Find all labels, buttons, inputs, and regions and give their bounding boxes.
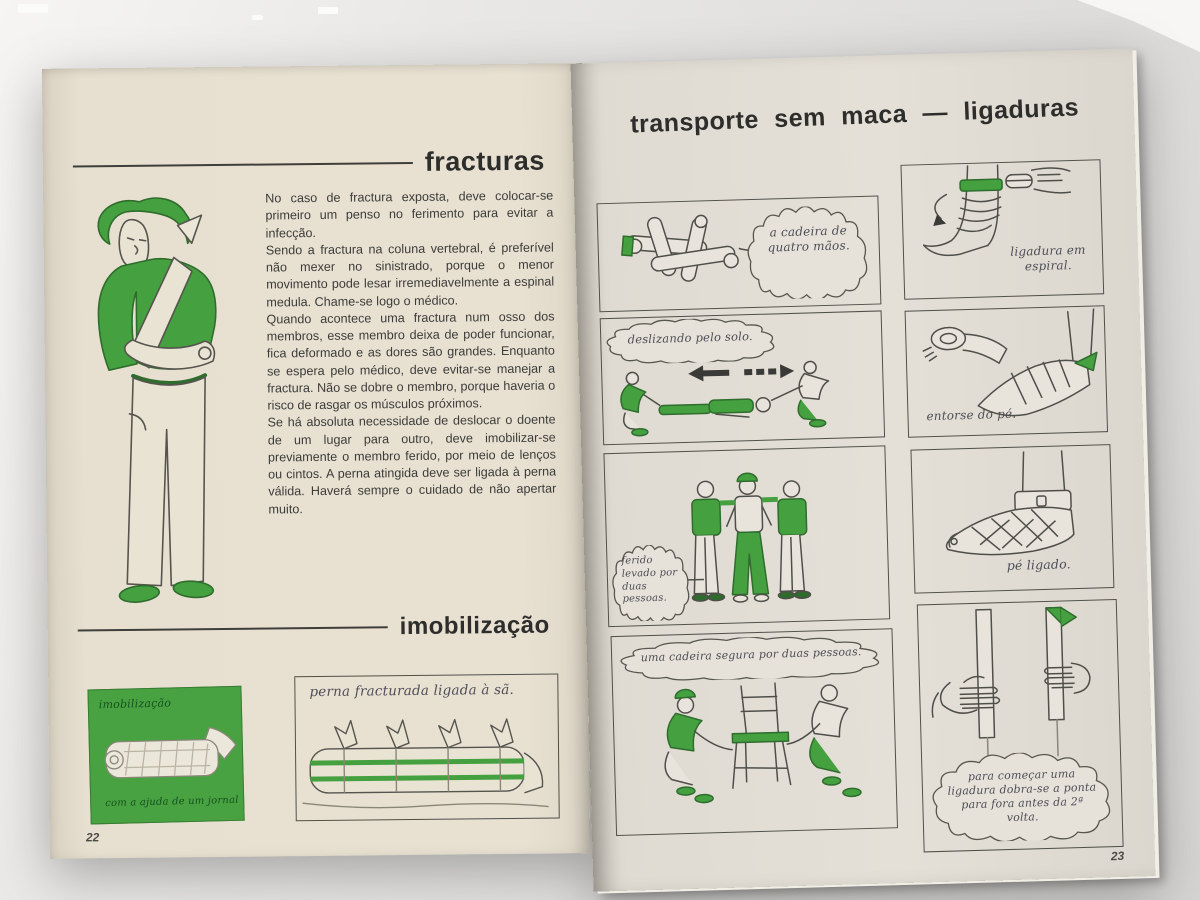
section-heading-fracturas	[73, 146, 545, 182]
section-title: imobilização	[399, 611, 550, 641]
green-panel-caption-bottom: com a ajuda de um jornal	[105, 794, 239, 810]
arrow-right-dashed-icon	[744, 364, 794, 379]
section-heading-imobilizacao	[78, 612, 550, 645]
panel-newspaper-splint	[87, 686, 244, 825]
green-panel-caption-top: imobilização	[98, 696, 172, 712]
panel-sliding-on-floor	[600, 310, 885, 445]
right-page	[571, 48, 1156, 891]
photo-paper-speck	[18, 4, 48, 13]
panel-caption: uma cadeira segura por duas pessoas.	[640, 645, 862, 665]
panel-caption: deslizando pelo solo.	[627, 329, 754, 347]
panel-bandaged-foot	[910, 444, 1114, 594]
spiral-bandage-illustration	[902, 160, 1104, 298]
body-text-column	[265, 188, 556, 519]
panel-start-bandage	[917, 599, 1124, 852]
panel-caption: para começar uma ligadura dobra-se a ponta para fora antes da 2ª volta.	[947, 767, 1097, 825]
left-page	[42, 63, 590, 859]
panel-four-hand-seat	[596, 195, 881, 312]
tied-legs-illustration	[296, 703, 555, 818]
page-title: transporte sem maca — ligaduras	[629, 93, 1080, 139]
panel-caption: a cadeira de quatro mãos.	[767, 223, 851, 255]
panel-leg-tied-to-sound-leg	[294, 673, 560, 821]
paragraph: Quando acontece uma fractura num osso dos membros, esse membro deixa de poder funcionar, fica deformado e as dores são grandes. Enquanto se espera pelo médico, deve evitar-se manejar a fractura. Não se dobre o membro, porque haveria o risco de rasgar os músculos próximos.	[266, 309, 556, 413]
panel-spiral-bandage	[900, 159, 1104, 300]
panel-chair-carry	[611, 628, 898, 836]
open-booklet	[38, 48, 1154, 872]
page-number-right: 23	[1110, 848, 1125, 864]
page-title: fracturas	[424, 145, 546, 177]
panel-carried-by-two	[603, 445, 890, 627]
chair-carry-illustration	[612, 629, 897, 835]
panel-caption: ligadura em espiral.	[1010, 242, 1086, 274]
arrow-left-icon	[688, 365, 729, 382]
panel-caption: entorse do pé.	[926, 406, 1017, 424]
photo-paper-speck	[318, 7, 338, 14]
heading-rule	[73, 161, 413, 167]
panel-ankle-sprain	[905, 305, 1108, 438]
paragraph: Sendo a fractura na coluna vertebral, é preferível não mexer no sinistrado, porque o menor movimento pode lesar irremediavelmente a espinal medula. Chame-se logo o médico.	[265, 240, 555, 310]
photo-background-corner	[1050, 0, 1200, 52]
panel-caption: pé ligado.	[1006, 556, 1072, 574]
white-panel-caption: perna fracturada ligada à sã.	[309, 681, 514, 701]
paragraph: Se há absoluta necessidade de deslocar o doente de um lugar para outro, deve imobilizar-se previamente o membro ferido, por meio de lenços ou cintos. A perna atingida deve ser ligada à perna válida. Haverá sempre o cuidado de não apertar muito.	[267, 412, 557, 516]
heading-rule	[78, 626, 388, 631]
photo-paper-speck	[252, 15, 263, 20]
sliding-on-floor-illustration	[601, 311, 884, 444]
paragraph: No caso de fractura exposta, deve colocar-se primeiro um penso no ferimento para evitar a infecção.	[265, 188, 554, 241]
page-number-left: 22	[85, 830, 100, 845]
panel-caption: ferido levado por duas pessoas.	[621, 554, 678, 606]
man-with-arm-sling-illustration	[65, 185, 270, 627]
